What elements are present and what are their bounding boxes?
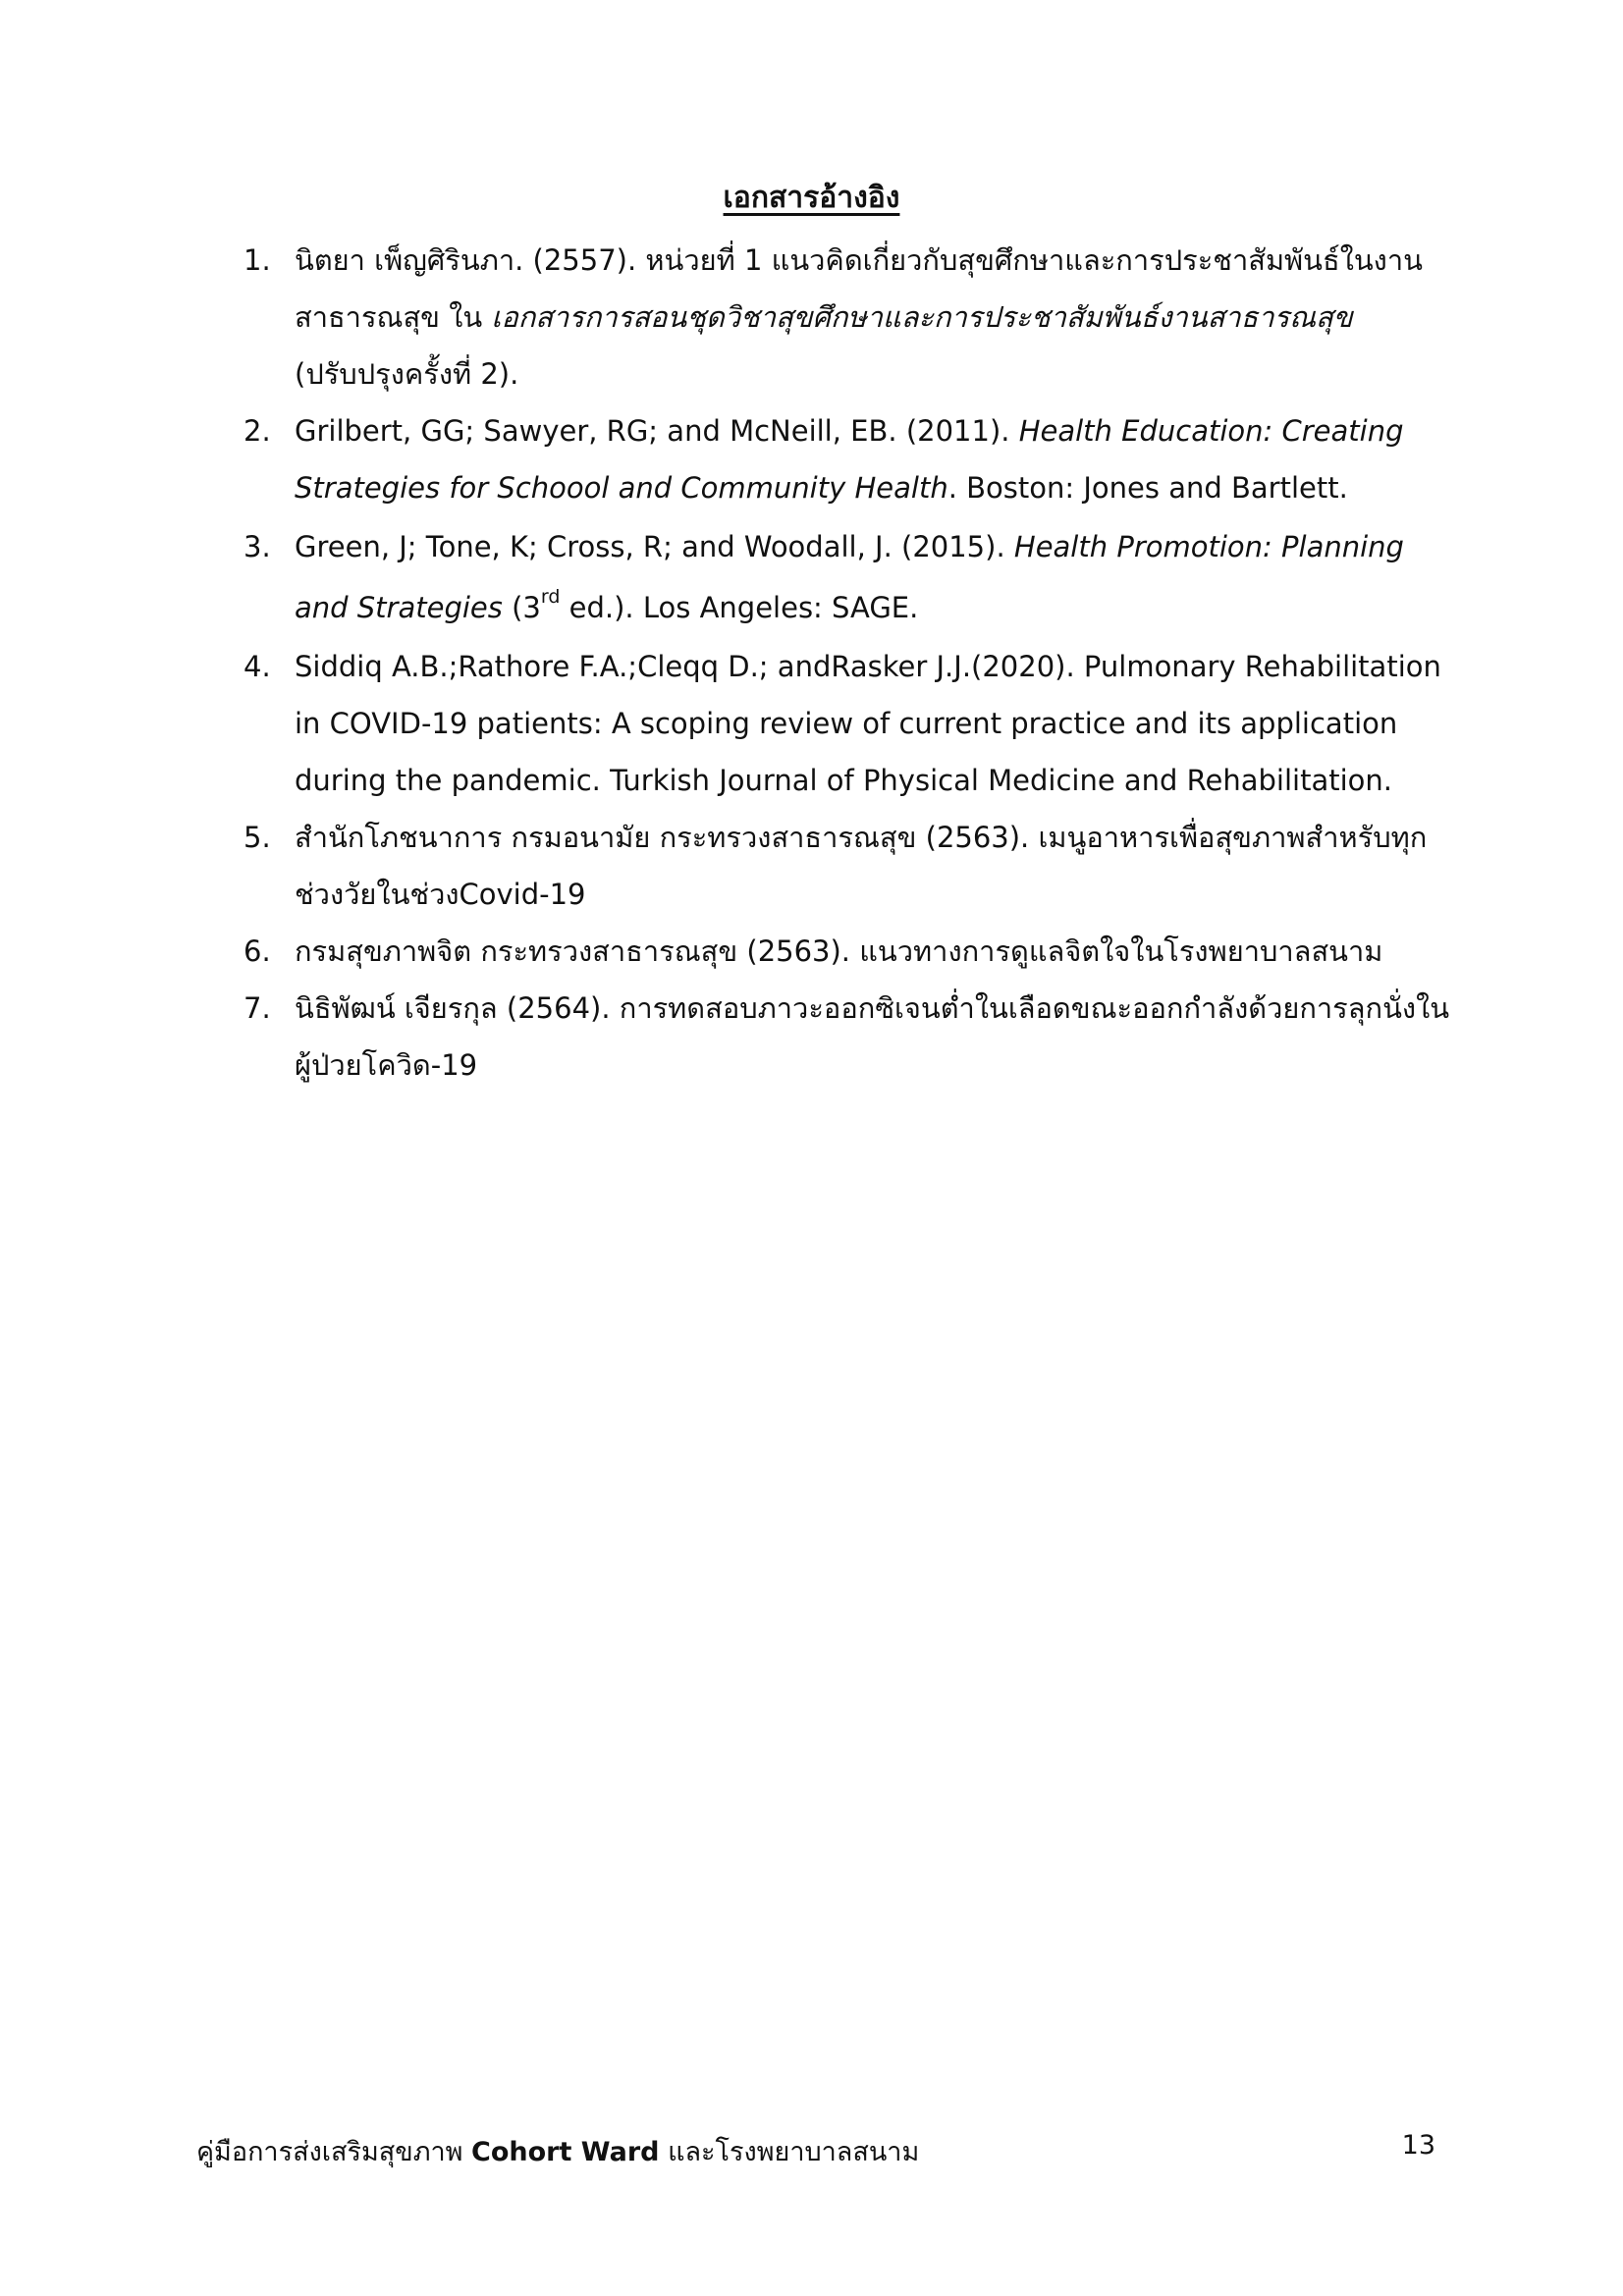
reference-item-5	[243, 809, 1451, 923]
reference-edition-suffix: rd	[540, 586, 561, 609]
reference-number: 5.	[243, 821, 271, 854]
reference-text: Green, J; Tone, K; Cross, R; and Woodall, J. (2015).	[295, 530, 1014, 563]
reference-text: Siddiq A.B.;Rathore F.A.;Cleqq D.; andRasker J.J.(2020). Pulmonary Rehabilitation in COVID-19 patients: A scoping review of current practice and its application during the pandemic. Turkish Journal of Physical Medicine and Rehabilitation.	[295, 650, 1441, 797]
reference-list	[243, 232, 1451, 1094]
reference-text-end: ed.). Los Angeles: SAGE.	[560, 591, 919, 624]
footer-title-bold: Cohort Ward	[471, 2137, 660, 2167]
reference-item-1	[243, 232, 1451, 402]
reference-text: นิธิพัฒน์ เจียรกุล (2564). การทดสอบภาวะออกซิเจนต่ำในเลือดขณะออกกำลังด้วยการลุกนั่งในผู้ป่วยโควิด-19	[295, 991, 1450, 1082]
reference-item-3	[243, 516, 1451, 638]
reference-number: 2.	[243, 414, 271, 448]
reference-text-end: (ปรับปรุงครั้งที่ 2).	[295, 357, 519, 391]
reference-number: 7.	[243, 991, 271, 1025]
reference-text: Grilbert, GG; Sawyer, RG; and McNeill, EB. (2011).	[295, 414, 1019, 448]
footer-title-suffix: และโรงพยาบาลสนาม	[659, 2137, 920, 2167]
reference-item-2	[243, 402, 1451, 516]
reference-number: 4.	[243, 650, 271, 683]
reference-item-4	[243, 638, 1451, 809]
footer-title	[196, 2130, 919, 2172]
reference-text-end: . Boston: Jones and Bartlett.	[947, 471, 1348, 505]
reference-item-6	[243, 923, 1451, 980]
reference-text: สำนักโภชนาการ กรมอนามัย กระทรวงสาธารณสุข (2563). เมนูอาหารเพื่อสุขภาพสำหรับทุกช่วงวัยในช่วงCovid-19	[295, 821, 1428, 911]
reference-title: Health Promotion: Planning and Strategies	[295, 530, 1404, 624]
reference-title: เอกสารการสอนชุดวิชาสุขศึกษาและการประชาสัมพันธ์งานสาธารณสุข	[491, 300, 1353, 334]
references-heading: เอกสารอ้างอิง	[723, 181, 900, 215]
reference-number: 3.	[243, 530, 271, 563]
reference-text: กรมสุขภาพจิต กระทรวงสาธารณสุข (2563). แนวทางการดูแลจิตใจในโรงพยาบาลสนาม	[295, 934, 1383, 968]
page-number: 13	[1401, 2130, 1435, 2161]
reference-item-7	[243, 980, 1451, 1094]
reference-title: Health Education: Creating Strategies for Schoool and Community Health	[295, 414, 1404, 505]
footer-title-prefix: คู่มือการส่งเสริมสุขภาพ	[196, 2137, 472, 2167]
reference-number: 6.	[243, 934, 271, 968]
reference-text: นิตยา เพ็ญศิรินภา. (2557). หน่วยที่ 1 แนวคิดเกี่ยวกับสุขศึกษาและการประชาสัมพันธ์ในงานสาธารณสุข ใน	[295, 243, 1423, 334]
page-footer	[196, 2130, 1435, 2172]
reference-number: 1.	[243, 243, 271, 277]
reference-edition: (3	[502, 591, 541, 624]
